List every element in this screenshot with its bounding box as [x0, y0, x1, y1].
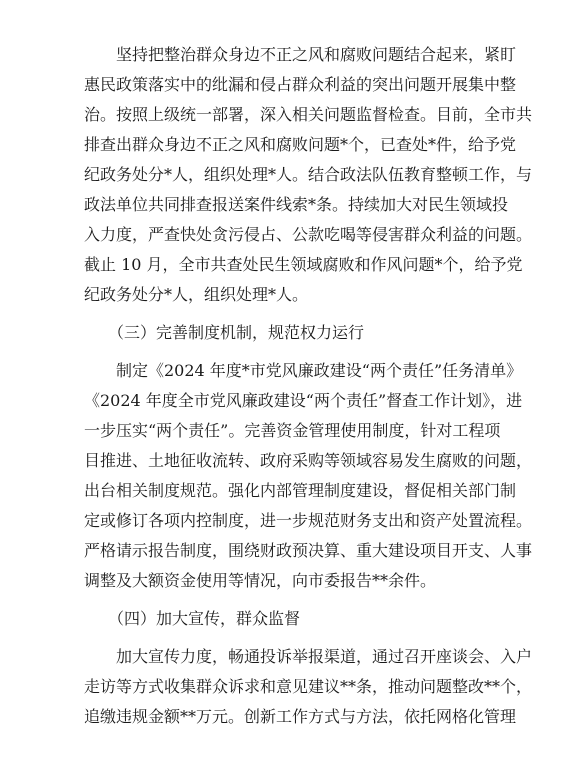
text-line: 加大宣传力度，畅通投诉举报渠道，通过召开座谈会、入户: [84, 647, 533, 666]
text-line: 纪政务处分*人，组织处理*人。结合政法队伍教育整顿工作，与: [84, 165, 533, 184]
text-line: 治。按照上级统一部署，深入相关问题监督检查。目前，全市共: [84, 105, 533, 124]
text-line: 排查出群众身边不正之风和腐败问题*个，已查处*件，给予党: [84, 135, 517, 154]
paragraph-rectify-misconduct: [84, 40, 533, 310]
text-line: 政法单位共同排查报送案件线索*条。持续加大对民生领域投: [84, 195, 509, 214]
section-heading-3: [84, 318, 504, 348]
text-line: 走访等方式收集群众诉求和意见建议**条，推动问题整改**个，: [84, 677, 533, 696]
text-line: 纪政务处分*人，组织处理*人。: [84, 285, 309, 304]
section-heading-4: [84, 604, 504, 634]
paragraph-publicity-supervision: [84, 642, 533, 732]
text-line: 坚持把整治群众身边不正之风和腐败问题结合起来，紧盯: [84, 45, 517, 64]
text-line: 《2024 年度全市党风廉政建设“两个责任”督查工作计划》，进: [84, 391, 523, 410]
text-line: 调整及大额资金使用等情况，向市委报告**余件。: [84, 571, 437, 590]
heading-text: （四）加大宣传，群众监督: [84, 609, 301, 628]
heading-text: （三）完善制度机制，规范权力运行: [84, 323, 365, 342]
text-line: 定或修订各项内控制度，进一步规范财务支出和资产处置流程。: [84, 511, 533, 530]
text-line: 严格请示报告制度，围绕财政预决算、重大建设项目开支、人事: [84, 541, 533, 560]
text-line: 目推进、土地征收流转、政府采购等领域容易发生腐败的问题，: [84, 451, 533, 470]
paragraph-institutional-mechanism: [84, 356, 533, 596]
text-line: 制定《2024 年度*市党风廉政建设“两个责任”任务清单》: [84, 361, 523, 380]
document-body: [84, 40, 533, 732]
text-line: 追缴违规金额**万元。创新工作方式与方法，依托网格化管理: [84, 707, 517, 726]
text-line: 截止 10 月，全市共查处民生领域腐败和作风问题*个，给予党: [84, 255, 523, 274]
text-line: 一步压实“两个责任”。完善资金管理使用制度，针对工程项: [84, 421, 501, 440]
text-line: 惠民政策落实中的纰漏和侵占群众利益的突出问题开展集中整: [84, 75, 517, 94]
text-line: 入力度，严查快处贪污侵占、公款吃喝等侵害群众利益的问题。: [84, 225, 533, 244]
text-line: 出台相关制度规范。强化内部管理制度建设，督促相关部门制: [84, 481, 517, 500]
